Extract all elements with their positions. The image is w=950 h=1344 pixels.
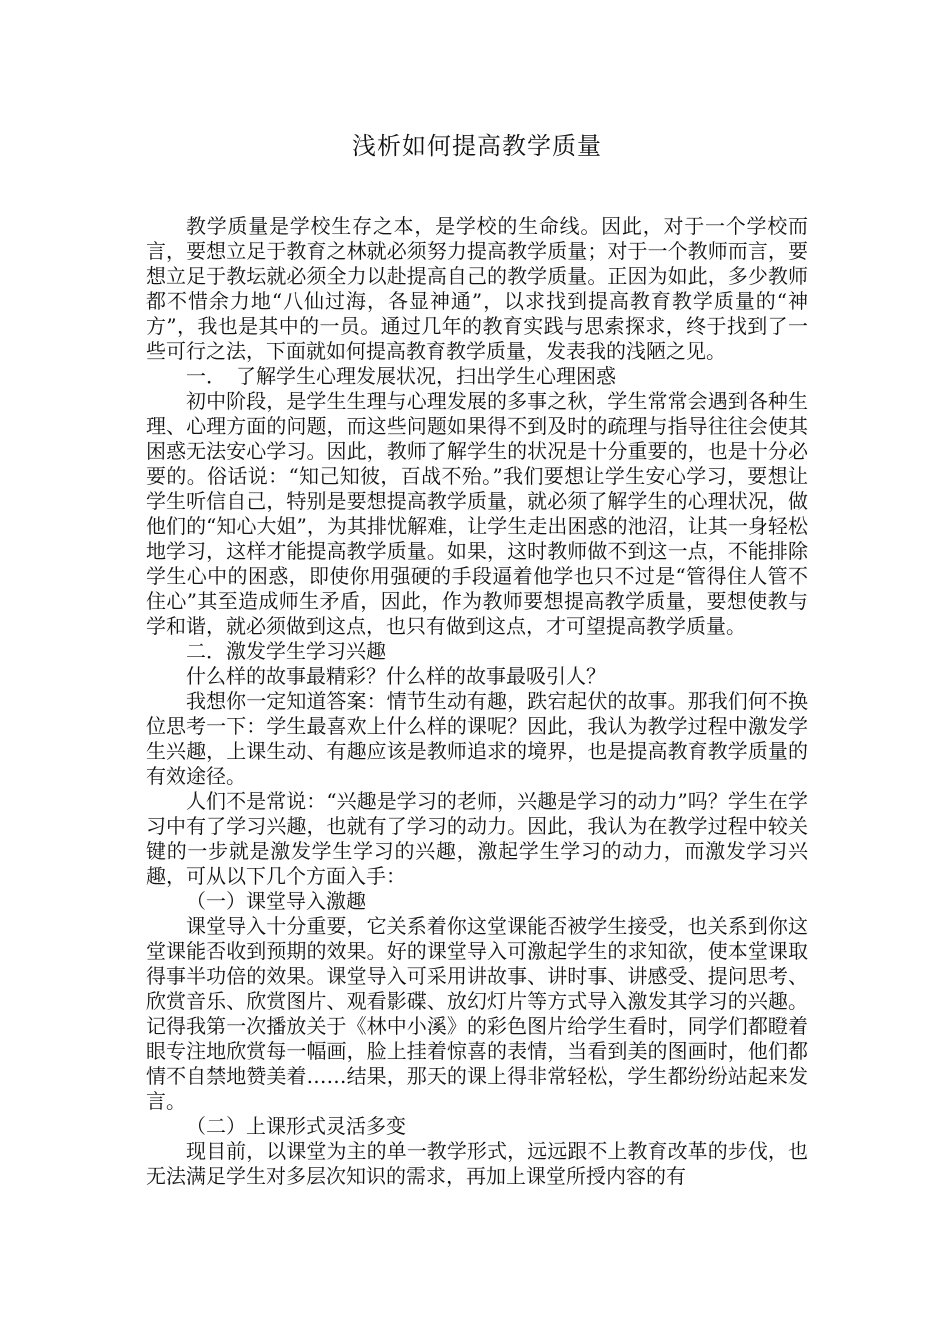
subsection-heading-1: （一）课堂导入激趣 bbox=[186, 889, 366, 913]
section-heading-2: 二．激发学生学习兴趣 bbox=[186, 639, 386, 663]
subsection-heading-2: （二）上课形式灵活多变 bbox=[186, 1114, 406, 1138]
paragraph-interest: 人们不是常说：“兴趣是学习的老师，兴趣是学习的动力”吗？学生在学习中有了学习兴趣，也就有了学习的动力。因此，我认为在教学过程中较关键的一步就是激发学生学习的兴趣，激起学生学习的动力，而激发学习兴趣，可从以下几个方面入手： bbox=[146, 789, 808, 888]
section-heading-1: 一． 了解学生心理发展状况，扫出学生心理困惑 bbox=[186, 364, 616, 388]
paragraph-intro: 教学质量是学校生存之本，是学校的生命线。因此，对于一个学校而言，要想立足于教育之林就必须努力提高教学质量；对于一个教师而言，要想立足于教坛就必须全力以赴提高自己的教学质量。正因为如此，多少教师都不惜余力地“八仙过海，各显神通”，以求找到提高教育教学质量的“神方”，我也是其中的一员。通过几年的教育实践与思索探求，终于找到了一些可行之法，下面就如何提高教育教学质量，发表我的浅陋之见。 bbox=[146, 214, 808, 363]
document-title: 浅析如何提高教学质量 bbox=[352, 132, 602, 160]
document-body bbox=[146, 214, 808, 1189]
paragraph-intro-lesson: 课堂导入十分重要，它关系着你这堂课能否被学生接受，也关系到你这堂课能否收到预期的效果。好的课堂导入可激起学生的求知欲，使本堂课取得事半功倍的效果。课堂导入可采用讲故事、讲时事、讲感受、提问思考、欣赏音乐、欣赏图片、观看影碟、放幻灯片等方式导入激发其学习的兴趣。记得我第一次播放关于《林中小溪》的彩色图片给学生看时，同学们都瞪着眼专注地欣赏每一幅画，脸上挂着惊喜的表情，当看到美的图画时，他们都情不自禁地赞美着……结果，那天的课上得非常轻松，学生都纷纷站起来发言。 bbox=[146, 914, 808, 1113]
paragraph-answer: 我想你一定知道答案：情节生动有趣，跌宕起伏的故事。那我们何不换位思考一下：学生最喜欢上什么样的课呢？因此，我认为教学过程中激发学生兴趣，上课生动、有趣应该是教师追求的境界，也是提高教育教学质量的有效途径。 bbox=[146, 689, 808, 788]
paragraph-format: 现目前，以课堂为主的单一教学形式，远远跟不上教育改革的步伐，也无法满足学生对多层次知识的需求，再加上课堂所授内容的有 bbox=[146, 1139, 808, 1188]
paragraph-question: 什么样的故事最精彩？什么样的故事最吸引人？ bbox=[186, 664, 606, 688]
paragraph-psychology: 初中阶段，是学生生理与心理发展的多事之秋，学生常常会遇到各种生理、心理方面的问题，而这些问题如果得不到及时的疏理与指导往往会使其困惑无法安心学习。因此，教师了解学生的状况是十分重要的，也是十分必要的。俗话说：“知己知彼，百战不殆。”我们要想让学生安心学习，要想让学生听信自己，特别是要想提高教学质量，就必须了解学生的心理状况，做他们的“知心大姐”，为其排忧解难，让学生走出困惑的池沼，让其一身轻松地学习，这样才能提高教学质量。如果，这时教师做不到这一点，不能排除学生心中的困惑，即使你用强硬的手段逼着他学也只不过是“管得住人管不住心”其至造成师生矛盾，因此，作为教师要想提高教学质量，要想使教与学和谐，就必须做到这点，也只有做到这点，才可望提高教学质量。 bbox=[146, 389, 808, 638]
